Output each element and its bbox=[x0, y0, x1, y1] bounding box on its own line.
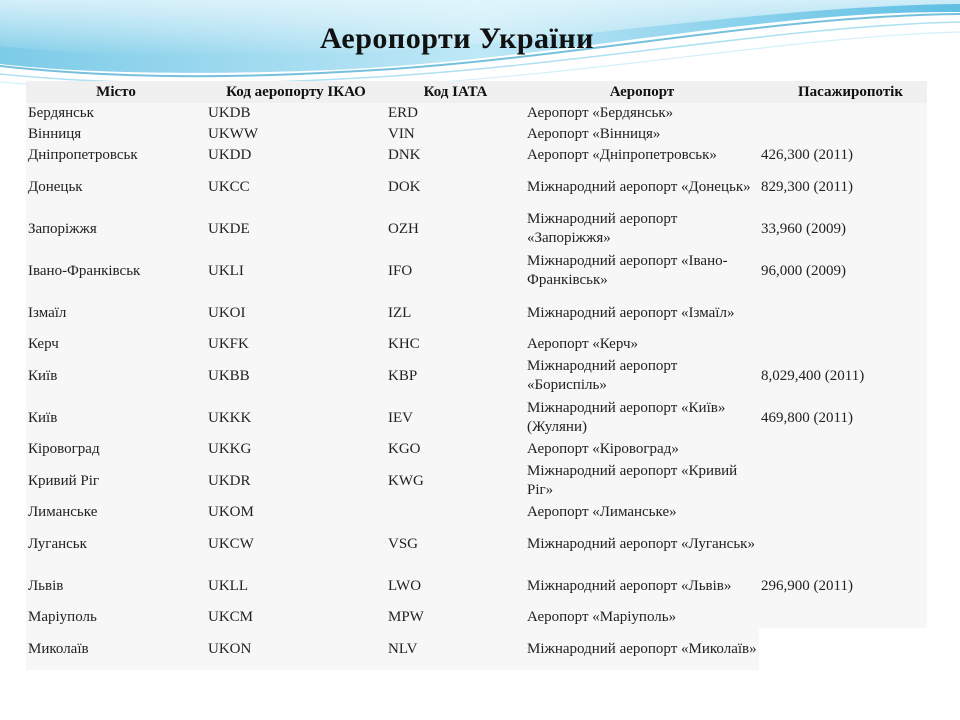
cell-city: Маріуполь bbox=[26, 607, 206, 628]
cell-city: Івано-Франківськ bbox=[26, 250, 206, 292]
cell-airport: Аеропорт «Маріуполь» bbox=[525, 607, 759, 628]
cell-passengers: 469,800 (2011) bbox=[759, 397, 927, 439]
cell-city: Донецьк bbox=[26, 166, 206, 208]
cell-city: Запоріжжя bbox=[26, 208, 206, 250]
table-row bbox=[26, 334, 927, 355]
cell-icao: UKOM bbox=[206, 502, 386, 523]
cell-city: Київ bbox=[26, 397, 206, 439]
cell-airport: Міжнародний аеропорт «Львів» bbox=[525, 565, 759, 607]
cell-passengers: 829,300 (2011) bbox=[759, 166, 927, 208]
table-row bbox=[26, 250, 927, 292]
cell-city: Київ bbox=[26, 355, 206, 397]
cell-airport: Міжнародний аеропорт «Донецьк» bbox=[525, 166, 759, 208]
cell-icao: UKCW bbox=[206, 523, 386, 565]
table-row bbox=[26, 397, 927, 439]
cell-icao: UKLI bbox=[206, 250, 386, 292]
cell-icao: UKDD bbox=[206, 145, 386, 166]
cell-airport: Аеропорт «Дніпропетровськ» bbox=[525, 145, 759, 166]
cell-city: Кривий Ріг bbox=[26, 460, 206, 502]
table-row bbox=[26, 628, 927, 670]
cell-passengers bbox=[759, 523, 927, 565]
header-passenger-traffic: Пасажиропотік bbox=[759, 81, 927, 103]
cell-icao: UKKK bbox=[206, 397, 386, 439]
cell-icao: UKFK bbox=[206, 334, 386, 355]
cell-iata: VIN bbox=[386, 124, 525, 145]
cell-city: Львів bbox=[26, 565, 206, 607]
cell-passengers bbox=[759, 124, 927, 145]
cell-city: Керч bbox=[26, 334, 206, 355]
cell-iata: DOK bbox=[386, 166, 525, 208]
cell-city: Бердянськ bbox=[26, 103, 206, 124]
cell-passengers: 33,960 (2009) bbox=[759, 208, 927, 250]
cell-city: Лиманське bbox=[26, 502, 206, 523]
cell-airport: Міжнародний аеропорт «Кривий Ріг» bbox=[525, 460, 759, 502]
table-row bbox=[26, 355, 927, 397]
cell-iata: ERD bbox=[386, 103, 525, 124]
cell-icao: UKCC bbox=[206, 166, 386, 208]
cell-airport: Аеропорт «Кіровоград» bbox=[525, 439, 759, 460]
table-row bbox=[26, 208, 927, 250]
cell-iata: KWG bbox=[386, 460, 525, 502]
airports-table bbox=[26, 81, 927, 670]
table-row bbox=[26, 166, 927, 208]
cell-iata: KBP bbox=[386, 355, 525, 397]
cell-airport: Міжнародний аеропорт «Луганськ» bbox=[525, 523, 759, 565]
cell-passengers: 8,029,400 (2011) bbox=[759, 355, 927, 397]
cell-passengers bbox=[759, 103, 927, 124]
cell-iata: DNK bbox=[386, 145, 525, 166]
cell-iata: KGO bbox=[386, 439, 525, 460]
table-row bbox=[26, 460, 927, 502]
cell-iata: LWO bbox=[386, 565, 525, 607]
cell-passengers bbox=[759, 460, 927, 502]
cell-passengers bbox=[759, 607, 927, 628]
cell-iata: KHC bbox=[386, 334, 525, 355]
cell-iata: VSG bbox=[386, 523, 525, 565]
cell-icao: UKON bbox=[206, 628, 386, 670]
cell-airport: Міжнародний аеропорт «Миколаїв» bbox=[525, 628, 759, 670]
table-row bbox=[26, 439, 927, 460]
table-row bbox=[26, 145, 927, 166]
cell-airport: Міжнародний аеропорт «Київ» (Жуляни) bbox=[525, 397, 759, 439]
cell-airport: Аеропорт «Вінниця» bbox=[525, 124, 759, 145]
cell-airport: Аеропорт «Бердянськ» bbox=[525, 103, 759, 124]
cell-iata: MPW bbox=[386, 607, 525, 628]
slide-title: Аеропорти України bbox=[320, 22, 594, 55]
cell-city: Дніпропетровськ bbox=[26, 145, 206, 166]
cell-icao: UKOI bbox=[206, 292, 386, 334]
cell-airport: Міжнародний аеропорт «Бориспіль» bbox=[525, 355, 759, 397]
cell-icao: UKLL bbox=[206, 565, 386, 607]
table-row bbox=[26, 103, 927, 124]
table-row bbox=[26, 523, 927, 565]
table-row bbox=[26, 124, 927, 145]
table-row bbox=[26, 502, 927, 523]
cell-iata: NLV bbox=[386, 628, 525, 670]
cell-passengers: 296,900 (2011) bbox=[759, 565, 927, 607]
cell-icao: UKDR bbox=[206, 460, 386, 502]
cell-icao: UKDE bbox=[206, 208, 386, 250]
cell-iata: IFO bbox=[386, 250, 525, 292]
cell-city: Луганськ bbox=[26, 523, 206, 565]
cell-icao: UKWW bbox=[206, 124, 386, 145]
cell-airport: Аеропорт «Лиманське» bbox=[525, 502, 759, 523]
cell-city: Вінниця bbox=[26, 124, 206, 145]
cell-city: Ізмаїл bbox=[26, 292, 206, 334]
cell-icao: UKKG bbox=[206, 439, 386, 460]
header-airport: Аеропорт bbox=[525, 81, 759, 103]
cell-icao: UKDB bbox=[206, 103, 386, 124]
header-icao-code: Код аеропорту ІКАО bbox=[206, 81, 386, 103]
cell-passengers bbox=[759, 502, 927, 523]
cell-passengers: 426,300 (2011) bbox=[759, 145, 927, 166]
cell-passengers bbox=[759, 334, 927, 355]
cell-passengers: 96,000 (2009) bbox=[759, 250, 927, 292]
cell-passengers bbox=[759, 292, 927, 334]
cell-icao: UKBB bbox=[206, 355, 386, 397]
cell-iata bbox=[386, 502, 525, 523]
table-row bbox=[26, 565, 927, 607]
cell-passengers bbox=[759, 439, 927, 460]
cell-icao: UKCM bbox=[206, 607, 386, 628]
cell-airport: Аеропорт «Керч» bbox=[525, 334, 759, 355]
cell-airport: Міжнародний аеропорт «Запоріжжя» bbox=[525, 208, 759, 250]
table-header-row bbox=[26, 81, 927, 103]
cell-passengers bbox=[759, 628, 927, 670]
cell-airport: Міжнародний аеропорт «Ізмаїл» bbox=[525, 292, 759, 334]
cell-city: Миколаїв bbox=[26, 628, 206, 670]
cell-iata: IEV bbox=[386, 397, 525, 439]
cell-airport: Міжнародний аеропорт «Івано-Франківськ» bbox=[525, 250, 759, 292]
header-iata-code: Код IATA bbox=[386, 81, 525, 103]
cell-iata: IZL bbox=[386, 292, 525, 334]
table-row bbox=[26, 292, 927, 334]
cell-city: Кіровоград bbox=[26, 439, 206, 460]
cell-iata: OZH bbox=[386, 208, 525, 250]
header-city: Місто bbox=[26, 81, 206, 103]
table-row bbox=[26, 607, 927, 628]
